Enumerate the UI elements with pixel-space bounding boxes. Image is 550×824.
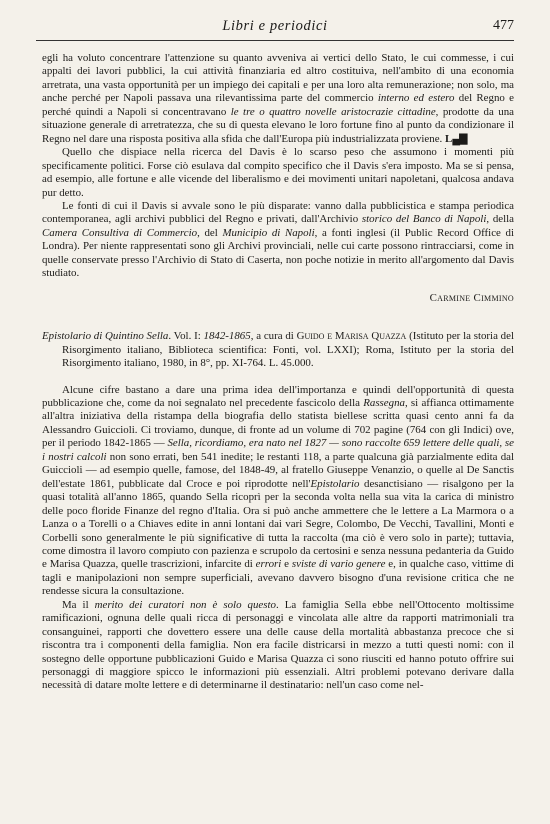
p1-emphasis-1: interno ed estero [377,92,455,105]
p3-text-2: , della [486,213,514,226]
p1-text: egli ha voluto concentrare l'attenzione su quanto avveniva ai vertici dello Stato, le cui commesse, i cui appalti dei lavori pubblici, la cui attività finanziaria ed altro costituiva, nell'ambito di una economia arretrata, una vasta opportunità per un impiego dei capitali e per una loro alta remunerazione; non solo, ma anche perché per Napoli passava una rilevantissima parte del commercio [42,52,514,105]
p4-text-2: , si affianca ottimamente all'altra iniziativa della ristampa della biografia dello statista biellese scritta quasi cento anni fa da Alessandro Guiccioli. Ci troviamo, dunque, di fronte ad un volume di 702 pagine (764 con gli Indici) ove, per il periodo 1842-1865 — [42,396,514,450]
p5-text-1: Ma il [62,598,95,611]
header-rule [36,40,514,41]
p4-emphasis-1: Rassegna [363,396,405,409]
page-header [36,18,514,38]
p5-text-2: . La famiglia Sella ebbe nell'Ottocento moltissime ramificazioni, ognuna delle quali ricca di personaggi e vincolata alle altre da rapporti matrimoniali tra consanguinei, rapporti che dovettero essere una delle cause della mortalità abbastanza precoce che si riscontra tra i componenti della famiglia. Non era facile districarsi in mezzo a tutti questi nomi: con il sostegno delle opportune pubblicazioni Guido e Marisa Quazza ci sono riusciti ed hanno potuto offrire sui personaggi di maggiore spicco le informazioni più essenziali. Altri problemi potevano derivare dalla necessità di datare molte lettere e di determinarne il destinatario: nell'un caso come nel- [42,598,515,692]
p4-text-4: desanctisiano — risalgono per la quasi totalità all'anno 1865, quando Sella ricoprì per la seconda volta nella sua vita la carica di ministro delle poco floride Finanze del regno d'Italia. Ora si può anche ammettere che le lettere a La Marmora o a Lanza o a Torelli o a Chiaves edite in anni lontani dai vari Segre, Colombo, De Vecchi, Tavallini, Monti e Corbelli sono generalmente le più significative di tutta la raccolta (ma ciò è vero solo in parte); tuttavia, come dimostra il lavoro compiuto con pazienza e scrupolo da certosini e senza nessuna pedanteria da Guido e Marisa Quazza, quelle trascrizioni, infarcite di [42,477,514,571]
p3-emphasis-3: Municipio di Napoli [222,226,315,239]
citation-editors-prefix: , a cura di [250,330,297,343]
p4-emphasis-3: Epistolario [310,477,360,490]
p4-text-3: non sono errati, ben 541 inedite; le restanti 118, a parte qualcuna già parzialmente edita dal Guiccioli — ad esempio quelle, famose, del 1848-49, al fratello Giuseppe Venanzio, o quelle al De Sanctis dell'estate 1861, pubblicate dal Croce e poi riprodotte nell' [42,450,515,490]
paragraph-1 [42,52,514,146]
book-citation [42,330,514,370]
p3-text-1: Le fonti di cui il Davis si avvale sono le più disparate: vanno dalla pubblicistica e stampa periodica contemporanea, agli archivi pubblici del Regno e privati, dall'Archivio [42,199,514,226]
p4-emphasis-2: Sella, ricordiamo, era nato nel 1827 — sono raccolte 659 lettere delle quali, se i nostri calcoli [42,437,514,463]
p4-emphasis-5: sviste di vario genere [291,558,386,571]
citation-details: (Istituto per la storia del Risorgimento italiano, Biblioteca scientifica: Fonti, vol. LXXI); Roma, Istituto per la storia del Risorgimento italiano, 1980, in 8°, pp. XI-764. L. 45.000. [62,330,514,370]
page-number: 477 [493,18,514,33]
p1-text-2: del Regno e perché quindi a Napoli si concentravano [42,92,514,118]
paragraph-5 [42,599,514,693]
p4-emphasis-4: errori [255,558,282,571]
p4-text-1: Alcune cifre bastano a dare una prima idea dell'importanza e quindi dell'opportunità di questa pubblicazione che, come da noi segnalato nel precedente fascicolo della [42,383,514,409]
citation-volume: . Vol. I: [168,330,204,343]
ink-mark: L ▄▇ [444,132,467,145]
review-signature: Carmine Cimmino [429,291,514,304]
citation-editors: Guido e Marisa Quazza [296,330,407,343]
p5-emphasis-1: merito dei curatori non è solo questo [94,598,276,611]
citation-years: 1842-1865 [203,330,251,343]
paragraph-3 [42,200,514,281]
body-text [42,52,514,693]
p4-text-6: e, in qualche caso, vittime di tagli e manipolazioni non sempre superficiali, avevano davvero bisogno d'una revisione critica che ne rendesse sicura la consultazione. [42,558,514,598]
citation-title: Epistolario di Quintino Sella [42,330,169,343]
p3-emphasis-2: Camera Consultiva di Commercio [42,226,198,239]
p1-text-3: , prodotte da una situazione generale di arretratezza, che su di questa elevano le loro fortune fino al punto da condizionare il Regno nel dare una risposta positiva alla sfida che dall'Europa più industrializzata proviene. [42,105,515,145]
paragraph-2: Quello che dispiace nella ricerca del Davis è lo scarso peso che assumono i momenti più specificamente politici. Forse ciò esulava dal compito specifico che il Davis s'era imposto. Ma se si pensa, ad esempio, alle fortune e alle vicende del liberalismo e dei movimenti unitari napoletani, qualcosa andava pur detto. [42,146,514,199]
p1-emphasis-2: le tre o quattro novelle aristocrazie cittadine [230,105,436,118]
p3-text-3: , del [197,226,223,239]
paragraph-4 [42,384,514,599]
p3-emphasis-1: storico del Banco di Napoli [361,213,487,226]
p4-text-5: e [281,558,292,571]
running-title: Libri e periodici [222,18,328,34]
p3-text-4: , a fonti inglesi (il Public Record Office di Londra). Per niente rappresentati sono gli Archivi provinciali, nelle cui carte possono rintracciarsi, come in quelle conservate presso l'Archivio di Stato di Caserta, non poche notizie in merito all'argomento dal Davis studiato. [42,226,514,280]
